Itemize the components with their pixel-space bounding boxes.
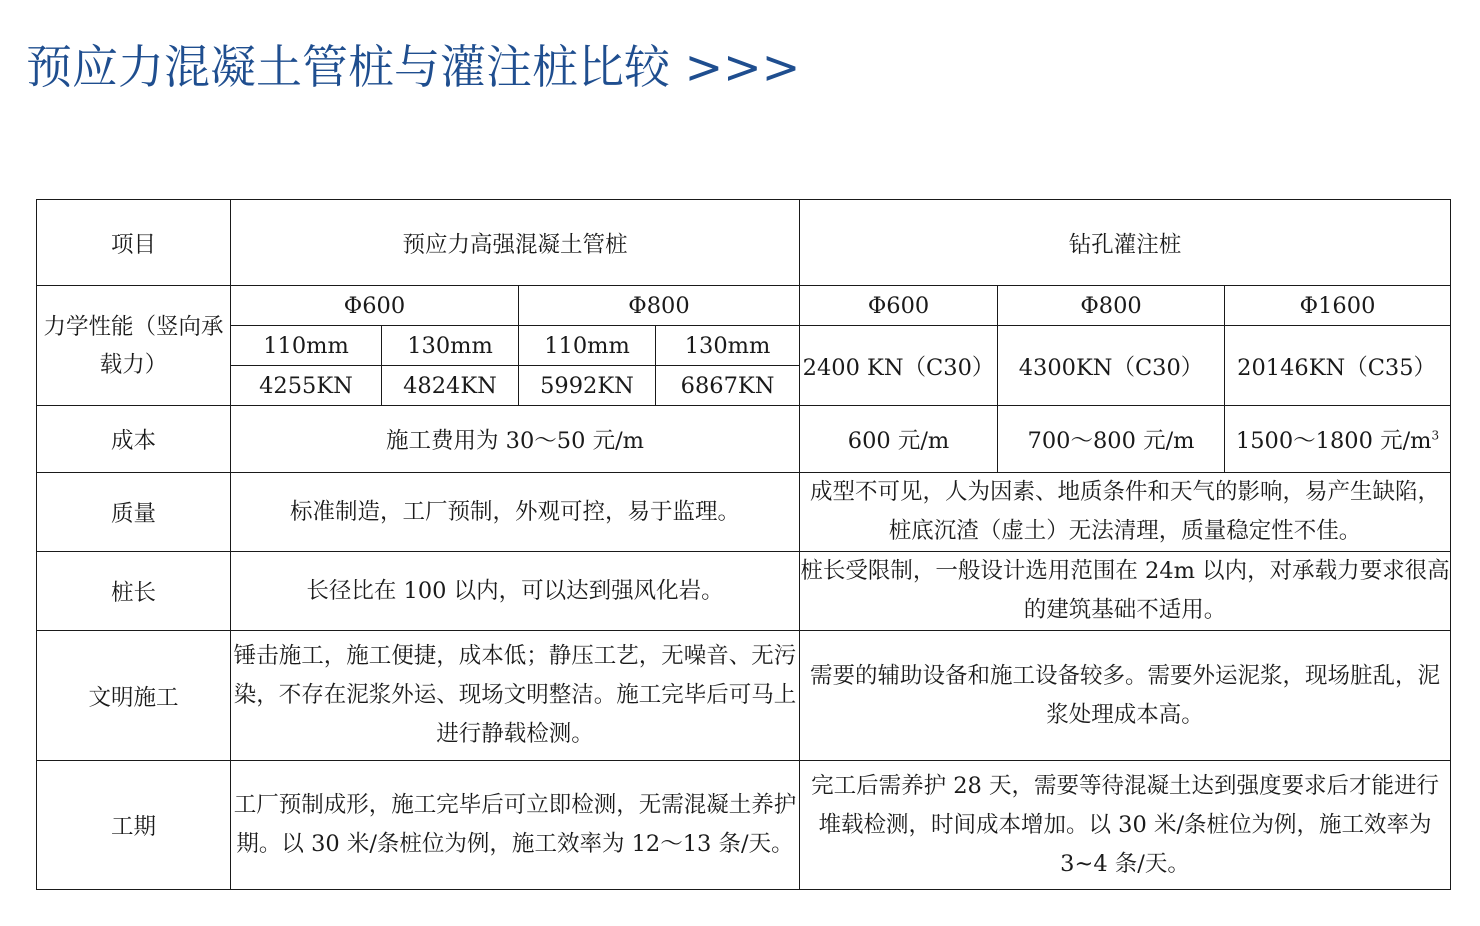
bored-capacity-d600: 2400 KN（C30） <box>800 326 998 406</box>
cost-bored-d800: 700～800 元/m <box>998 406 1225 473</box>
phc-thickness: 130mm <box>382 326 519 366</box>
mechanics-diameter-row <box>37 286 1451 326</box>
period-bored: 完工后需养护 28 天，需要等待混凝土达到强度要求后才能进行堆载检测，时间成本增加。以 30 米/条桩位为例，施工效率为 3~4 条/天。 <box>800 761 1451 890</box>
phc-thickness: 110mm <box>231 326 382 366</box>
bored-capacity-d800: 4300KN（C30） <box>998 326 1225 406</box>
phc-thickness: 130mm <box>656 326 800 366</box>
bored-d600: Φ600 <box>800 286 998 326</box>
phc-capacity: 5992KN <box>519 366 656 406</box>
phc-d800: Φ800 <box>519 286 800 326</box>
civilized-label: 文明施工 <box>37 631 231 761</box>
cost-bored-d1600-value: 1500～1800 元/m <box>1235 428 1432 454</box>
mechanics-label: 力学性能（竖向承载力） <box>37 286 231 406</box>
length-label: 桩长 <box>37 552 231 631</box>
period-row <box>37 761 1451 890</box>
phc-capacity: 4255KN <box>231 366 382 406</box>
period-phc: 工厂预制成形，施工完毕后可立即检测，无需混凝土养护期。以 30 米/条桩位为例，施工效率为 12～13 条/天。 <box>231 761 800 890</box>
quality-label: 质量 <box>37 473 231 552</box>
header-bored-pile: 钻孔灌注桩 <box>800 200 1451 286</box>
page-title: 预应力混凝土管桩与灌注桩比较 >>> <box>26 40 801 94</box>
cost-bored-d1600 <box>1225 406 1451 473</box>
phc-thickness: 110mm <box>519 326 656 366</box>
bored-d1600: Φ1600 <box>1225 286 1451 326</box>
length-row <box>37 552 1451 631</box>
header-phc-pile: 预应力高强混凝土管桩 <box>231 200 800 286</box>
header-item: 项目 <box>37 200 231 286</box>
bored-d800: Φ800 <box>998 286 1225 326</box>
table-header-row <box>37 200 1451 286</box>
period-label: 工期 <box>37 761 231 890</box>
cost-label: 成本 <box>37 406 231 473</box>
comparison-table <box>36 199 1451 890</box>
civilized-row <box>37 631 1451 761</box>
cost-row <box>37 406 1451 473</box>
cost-phc: 施工费用为 30～50 元/m <box>231 406 800 473</box>
bored-capacity-d1600: 20146KN（C35） <box>1225 326 1451 406</box>
length-bored: 桩长受限制，一般设计选用范围在 24m 以内，对承载力要求很高的建筑基础不适用。 <box>800 552 1451 631</box>
cost-bored-d600: 600 元/m <box>800 406 998 473</box>
mechanics-thickness-row <box>37 326 1451 366</box>
cost-unit-superscript: 3 <box>1431 428 1440 443</box>
civilized-bored: 需要的辅助设备和施工设备较多。需要外运泥浆，现场脏乱，泥浆处理成本高。 <box>800 631 1451 761</box>
phc-capacity: 4824KN <box>382 366 519 406</box>
quality-row <box>37 473 1451 552</box>
quality-phc: 标准制造，工厂预制，外观可控，易于监理。 <box>231 473 800 552</box>
length-phc: 长径比在 100 以内，可以达到强风化岩。 <box>231 552 800 631</box>
civilized-phc: 锤击施工，施工便捷，成本低；静压工艺，无噪音、无污染，不存在泥浆外运、现场文明整洁。施工完毕后可马上进行静载检测。 <box>231 631 800 761</box>
quality-bored: 成型不可见，人为因素、地质条件和天气的影响，易产生缺陷，桩底沉渣（虚土）无法清理，质量稳定性不佳。 <box>800 473 1451 552</box>
phc-d600: Φ600 <box>231 286 519 326</box>
phc-capacity: 6867KN <box>656 366 800 406</box>
